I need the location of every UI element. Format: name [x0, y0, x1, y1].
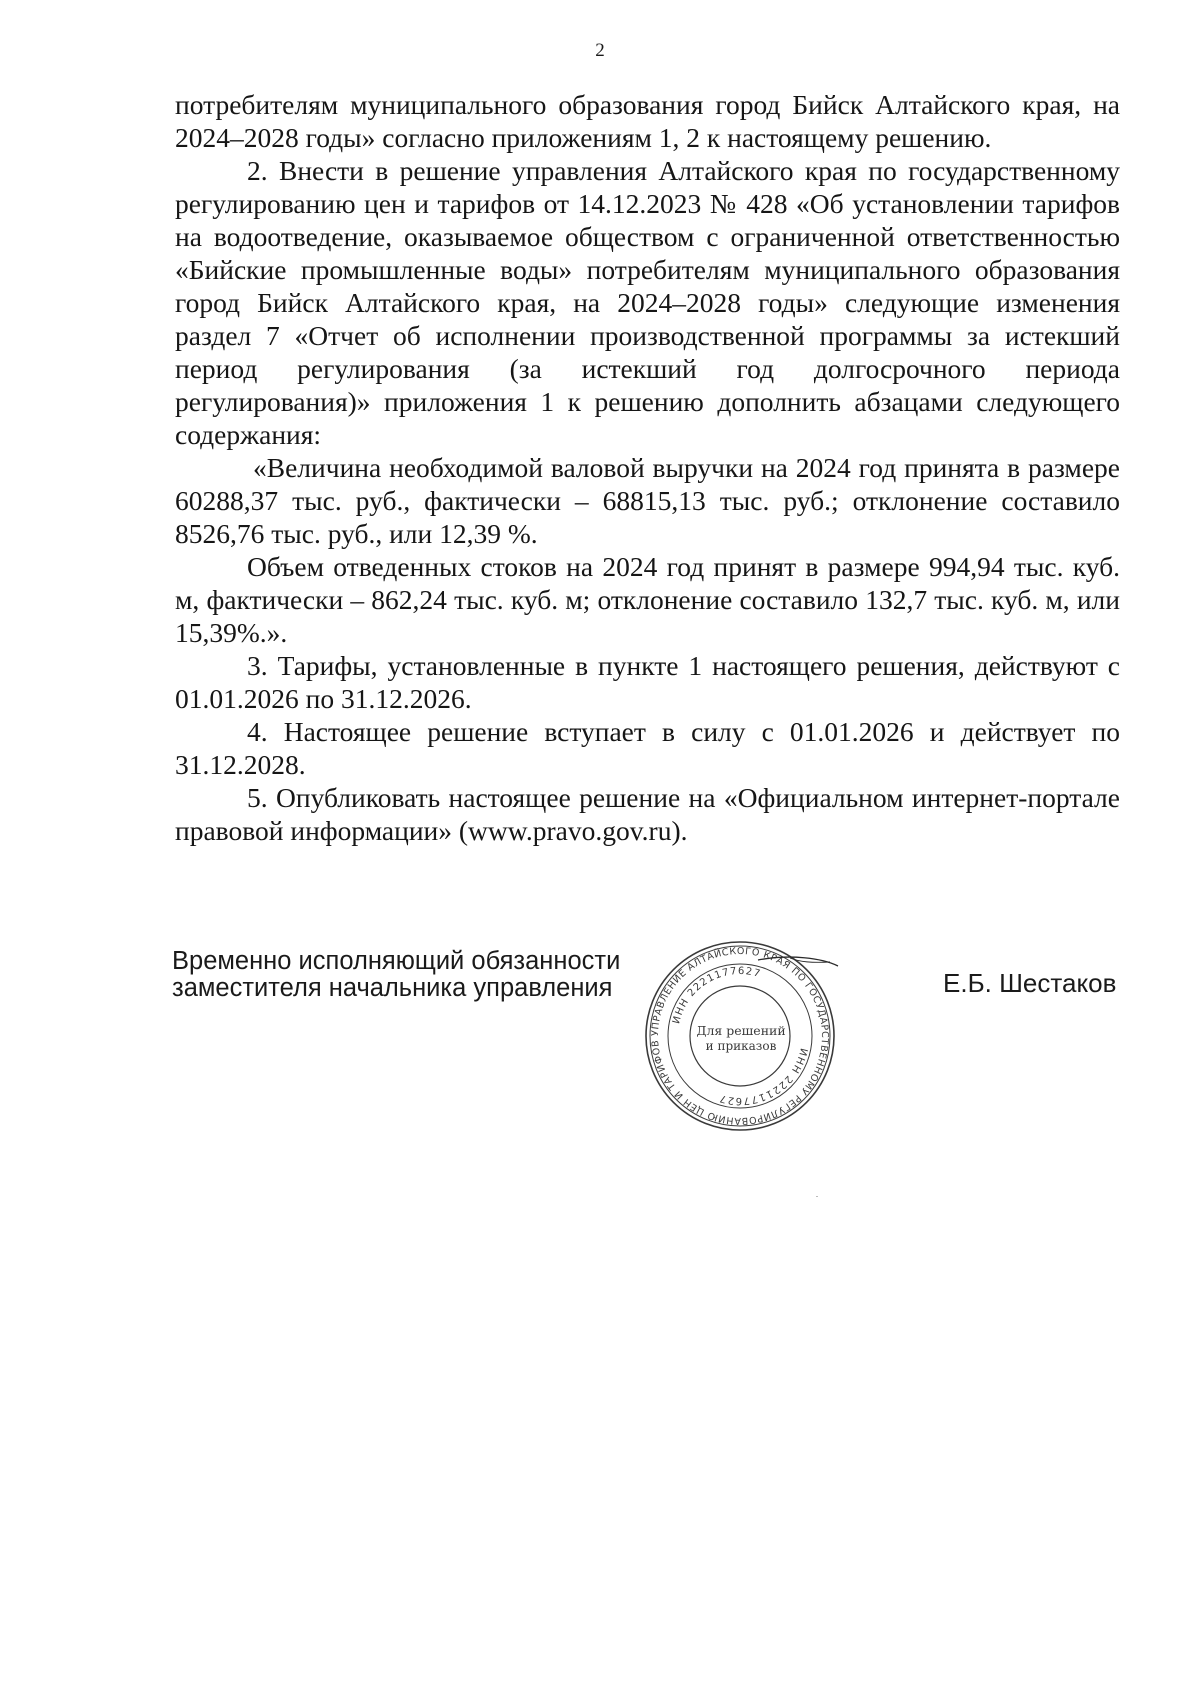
paragraph-revenue-quote: «Величина необходимой валовой выручки на 2024 год принята в размере 60288,37 тыс. руб., фактически – 68815,13 тыс. руб.; отклонение составило 8526,76 тыс. руб., или 12,39 %. [175, 452, 1120, 549]
signature-block [0, 945, 1200, 1168]
paragraph-item-4: 4. Настоящее решение вступает в силу с 01.01.2026 и действует по 31.12.2028. [175, 716, 1120, 780]
signatory-position-line-2: заместителя начальника управления [172, 974, 613, 1002]
stamp-outer-textpath: УПРАВЛЕНИЕ АЛТАЙСКОГО КРАЯ ПО ГОСУДАРСТВЕННОМУ РЕГУЛИРОВАНИЮ ЦЕН И ТАРИФОВ [649, 945, 831, 1127]
paragraph-item-5: 5. Опубликовать настоящее решение на «Официальном интернет-портале правовой информации» (www.pravo.gov.ru). [175, 782, 1120, 846]
signatory-position-line-1: Временно исполняющий обязанности [172, 947, 621, 975]
paragraph-item-3: 3. Тарифы, установленные в пункте 1 настоящего решения, действуют с 01.01.2026 по 31.12.2026. [175, 650, 1120, 714]
stamp-center-line-2: и приказов [705, 1039, 777, 1053]
paragraph-continuation: потребителям муниципального образования город Бийск Алтайского края, на 2024–2028 годы» согласно приложениям 1, 2 к настоящему решению. [175, 89, 1120, 153]
scan-speck [816, 1196, 818, 1197]
signatory-position [172, 948, 620, 1002]
official-seal-stamp [640, 936, 840, 1136]
page-number: 2 [595, 40, 605, 61]
document-body [175, 88, 1120, 847]
stamp-inn-textpath-bottom: ИНН 2221177627 [717, 1046, 809, 1107]
stamp-center-line-1: Для решений [696, 1023, 786, 1038]
paragraph-item-2: 2. Внести в решение управления Алтайского края по государственному регулированию цен и тарифов от 14.12.2023 № 428 «Об установлении тарифов на водоотведение, оказываемое обществом с ограниченной ответственностью «Бийские промышленные воды» потребителям муниципального образования город Бийск Алтайского края, на 2024–2028 годы» следующие изменения раздел 7 «Отчет об исполнении производственной программы за истекший период регулирования (за истекший год долгосрочного периода регулирования)» приложения 1 к решению дополнить абзацами следующего содержания: [175, 155, 1120, 450]
paragraph-volume-quote: Объем отведенных стоков на 2024 год принят в размере 994,94 тыс. куб. м, фактически – 862,24 тыс. куб. м; отклонение составило 132,7 тыс. куб. м, или 15,39%.». [175, 551, 1120, 648]
signatory-name: Е.Б. Шестаков [943, 968, 1117, 998]
stamp-inn-textpath-top: ИНН 2221177627 [671, 965, 763, 1026]
